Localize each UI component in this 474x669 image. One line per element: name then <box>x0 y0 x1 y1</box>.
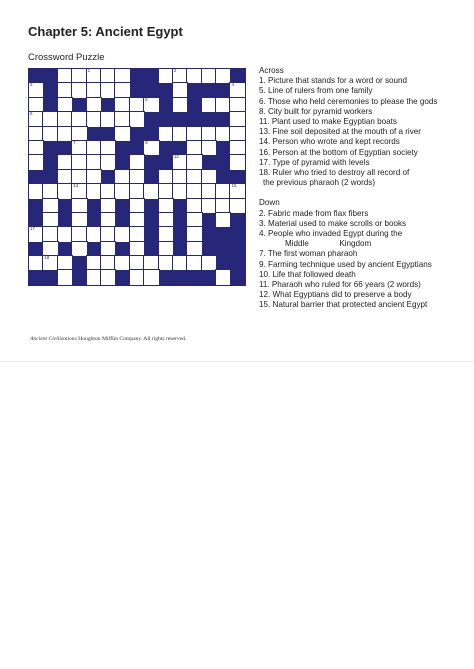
crossword-cell[interactable] <box>43 112 57 126</box>
crossword-cell[interactable] <box>29 184 43 198</box>
crossword-cell[interactable] <box>159 69 173 83</box>
crossword-cell[interactable] <box>43 199 57 213</box>
crossword-block <box>173 112 187 126</box>
crossword-cell[interactable] <box>187 256 201 270</box>
crossword-cell[interactable] <box>87 83 101 97</box>
down-clue: 7. The first woman pharaoh <box>259 249 358 259</box>
clue-word-kingdom: Kingdom <box>339 239 372 249</box>
crossword-cell[interactable] <box>58 270 72 284</box>
crossword-cell[interactable] <box>130 170 144 184</box>
crossword-cell[interactable] <box>202 256 216 270</box>
crossword-block <box>72 256 86 270</box>
clue-number: 2 <box>173 68 177 73</box>
across-clue: 14. Person who wrote and kept records <box>259 137 400 147</box>
crossword-block <box>216 256 230 270</box>
crossword-cell[interactable] <box>159 213 173 227</box>
down-clue-4-continuation <box>259 239 469 249</box>
crossword-cell[interactable] <box>202 69 216 83</box>
crossword-cell[interactable] <box>58 256 72 270</box>
crossword-cell[interactable] <box>202 184 216 198</box>
crossword-block <box>216 83 230 97</box>
crossword-block <box>58 141 72 155</box>
crossword-cell[interactable] <box>115 227 129 241</box>
crossword-cell[interactable] <box>202 170 216 184</box>
footer-publisher: Houghton Mifflin Company. All rights reserved. <box>76 336 187 342</box>
crossword-cell[interactable] <box>29 256 43 270</box>
crossword-cell[interactable] <box>230 98 244 112</box>
across-clue: 8. City built for pyramid workers <box>259 106 373 116</box>
copyright-footer <box>30 336 186 342</box>
crossword-block <box>159 98 173 112</box>
down-clue: 12. What Egyptians did to preserve a body <box>259 290 412 300</box>
clue-word-middle: Middle <box>285 239 309 249</box>
crossword-cell[interactable] <box>230 112 244 126</box>
down-clue: 4. People who invaded Egypt during the <box>259 229 403 239</box>
crossword-cell[interactable] <box>130 270 144 284</box>
down-clue: 2. Fabric made from flax fibers <box>259 208 369 218</box>
crossword-block <box>58 242 72 256</box>
crossword-cell[interactable] <box>216 213 230 227</box>
crossword-block <box>101 170 115 184</box>
crossword-block <box>230 170 244 184</box>
crossword-cell[interactable] <box>187 213 201 227</box>
crossword-cell[interactable] <box>216 98 230 112</box>
crossword-cell[interactable] <box>101 69 115 83</box>
crossword-block <box>87 242 101 256</box>
clue-number: 9 <box>145 139 148 145</box>
clue-list <box>259 66 469 311</box>
crossword-cell[interactable] <box>216 69 230 83</box>
crossword-cell[interactable] <box>43 227 57 241</box>
crossword-cell[interactable] <box>72 141 86 155</box>
down-clue: 11. Pharaoh who ruled for 66 years (2 words) <box>259 280 421 290</box>
crossword-block <box>130 127 144 141</box>
across-clue: 6. Those who held ceremonies to please the gods <box>259 96 438 106</box>
crossword-cell[interactable] <box>29 155 43 169</box>
across-heading: Across <box>259 66 284 75</box>
crossword-block <box>130 141 144 155</box>
crossword-block <box>43 170 57 184</box>
clue-number: 4 <box>231 82 234 88</box>
crossword-cell[interactable] <box>29 227 43 241</box>
crossword-block <box>130 83 144 97</box>
crossword-block <box>202 213 216 227</box>
crossword-block <box>173 242 187 256</box>
crossword-grid <box>28 68 246 286</box>
crossword-cell[interactable] <box>72 69 86 83</box>
crossword-cell[interactable] <box>144 270 158 284</box>
crossword-cell[interactable] <box>202 127 216 141</box>
crossword-cell[interactable] <box>101 227 115 241</box>
crossword-cell[interactable] <box>202 199 216 213</box>
crossword-block <box>216 242 230 256</box>
crossword-cell[interactable] <box>230 83 244 97</box>
crossword-block <box>159 141 173 155</box>
crossword-cell[interactable] <box>216 184 230 198</box>
crossword-cell[interactable] <box>130 256 144 270</box>
crossword-block <box>187 270 201 284</box>
crossword-block <box>216 112 230 126</box>
crossword-block <box>230 227 244 241</box>
crossword-cell[interactable] <box>187 127 201 141</box>
crossword-cell[interactable] <box>159 227 173 241</box>
crossword-block <box>87 127 101 141</box>
crossword-cell[interactable] <box>101 213 115 227</box>
crossword-block <box>29 270 43 284</box>
crossword-cell[interactable] <box>115 112 129 126</box>
crossword-cell[interactable] <box>130 227 144 241</box>
crossword-cell[interactable] <box>187 170 201 184</box>
clue-number: 5 <box>145 96 148 102</box>
crossword-cell[interactable] <box>101 141 115 155</box>
crossword-block <box>43 98 57 112</box>
crossword-cell[interactable] <box>115 170 129 184</box>
crossword-cell[interactable] <box>173 184 187 198</box>
crossword-block <box>230 242 244 256</box>
crossword-block <box>202 155 216 169</box>
crossword-cell[interactable] <box>58 112 72 126</box>
crossword-cell[interactable] <box>159 184 173 198</box>
across-clue: 13. Fine soil deposited at the mouth of a river <box>259 127 421 137</box>
clue-number: 3 <box>30 82 33 88</box>
crossword-cell[interactable] <box>29 141 43 155</box>
crossword-block <box>72 270 86 284</box>
crossword-block <box>216 141 230 155</box>
crossword-block <box>159 112 173 126</box>
crossword-cell[interactable] <box>87 98 101 112</box>
crossword-cell[interactable] <box>72 242 86 256</box>
crossword-cell[interactable] <box>87 112 101 126</box>
crossword-block <box>216 170 230 184</box>
crossword-block <box>144 227 158 241</box>
crossword-block <box>216 227 230 241</box>
crossword-cell[interactable] <box>87 170 101 184</box>
crossword-block <box>130 69 144 83</box>
crossword-block <box>202 242 216 256</box>
clue-number: 14 <box>73 183 79 189</box>
crossword-cell[interactable] <box>216 199 230 213</box>
across-clues <box>259 76 469 188</box>
crossword-block <box>187 112 201 126</box>
crossword-block <box>58 213 72 227</box>
crossword-block <box>230 213 244 227</box>
crossword-cell[interactable] <box>173 256 187 270</box>
down-clues-part-2 <box>259 249 469 310</box>
crossword-cell[interactable] <box>72 112 86 126</box>
crossword-cell[interactable] <box>72 227 86 241</box>
crossword-block <box>115 242 129 256</box>
crossword-cell[interactable] <box>101 270 115 284</box>
crossword-block <box>72 98 86 112</box>
crossword-cell[interactable] <box>29 127 43 141</box>
crossword-block <box>101 98 115 112</box>
crossword-cell[interactable] <box>173 170 187 184</box>
crossword-cell[interactable] <box>159 242 173 256</box>
crossword-cell[interactable] <box>159 170 173 184</box>
crossword-block <box>101 127 115 141</box>
page-edge <box>0 361 474 362</box>
crossword-cell[interactable] <box>72 127 86 141</box>
crossword-cell[interactable] <box>115 69 129 83</box>
down-clue: 10. Life that followed death <box>259 269 356 279</box>
clue-number: 6 <box>30 111 33 117</box>
crossword-cell[interactable] <box>72 199 86 213</box>
crossword-block <box>230 256 244 270</box>
crossword-cell[interactable] <box>230 127 244 141</box>
crossword-cell[interactable] <box>72 213 86 227</box>
crossword-block <box>216 155 230 169</box>
crossword-cell[interactable] <box>187 227 201 241</box>
crossword-cell[interactable] <box>187 69 201 83</box>
crossword-cell[interactable] <box>115 184 129 198</box>
crossword-cell[interactable] <box>72 83 86 97</box>
crossword-cell[interactable] <box>87 184 101 198</box>
crossword-cell[interactable] <box>216 270 230 284</box>
across-clue: 17. Type of pyramid with levels <box>259 157 370 167</box>
crossword-block <box>202 270 216 284</box>
crossword-cell[interactable] <box>173 69 187 83</box>
clue-number: 12 <box>173 154 179 160</box>
crossword-cell[interactable] <box>173 83 187 97</box>
crossword-block <box>144 242 158 256</box>
crossword-cell[interactable] <box>159 256 173 270</box>
crossword-block <box>230 69 244 83</box>
crossword-cell[interactable] <box>58 227 72 241</box>
crossword-block <box>159 155 173 169</box>
crossword-block <box>115 199 129 213</box>
crossword-cell[interactable] <box>58 155 72 169</box>
crossword-cell[interactable] <box>202 98 216 112</box>
crossword-cell[interactable] <box>43 213 57 227</box>
crossword-cell[interactable] <box>87 141 101 155</box>
crossword-block <box>159 270 173 284</box>
crossword-cell[interactable] <box>87 155 101 169</box>
crossword-block <box>144 213 158 227</box>
crossword-block <box>202 227 216 241</box>
clue-number: 15 <box>231 183 237 189</box>
crossword-block <box>29 242 43 256</box>
across-clue: 1. Picture that stands for a word or sound <box>259 76 408 86</box>
down-clue: 3. Material used to make scrolls or books <box>259 218 407 228</box>
clue-number: 7 <box>73 139 76 145</box>
crossword-block <box>173 141 187 155</box>
crossword-cell[interactable] <box>58 83 72 97</box>
crossword-block <box>144 199 158 213</box>
crossword-cell[interactable] <box>58 98 72 112</box>
crossword-cell[interactable] <box>173 98 187 112</box>
crossword-cell[interactable] <box>130 242 144 256</box>
crossword-block <box>43 141 57 155</box>
crossword-block <box>230 270 244 284</box>
across-clue: 5. Line of rulers from one family <box>259 86 373 96</box>
clue-number: 17 <box>30 226 36 232</box>
crossword-block <box>144 112 158 126</box>
crossword-block <box>115 155 129 169</box>
crossword-cell[interactable] <box>101 112 115 126</box>
crossword-block <box>144 155 158 169</box>
across-clue: 18. Ruler who tried to destroy all record of <box>259 168 410 178</box>
down-heading: Down <box>259 198 280 208</box>
crossword-cell[interactable] <box>130 112 144 126</box>
crossword-cell[interactable] <box>43 242 57 256</box>
across-clue: the previous pharaoh (2 words) <box>263 178 376 188</box>
crossword-cell[interactable] <box>216 127 230 141</box>
crossword-block <box>187 83 201 97</box>
crossword-cell[interactable] <box>230 141 244 155</box>
crossword-block <box>29 170 43 184</box>
crossword-cell[interactable] <box>130 155 144 169</box>
crossword-cell[interactable] <box>187 199 201 213</box>
down-clue: 9. Farming technique used by ancient Egyptians <box>259 259 432 269</box>
crossword-cell[interactable] <box>115 83 129 97</box>
crossword-block <box>43 155 57 169</box>
crossword-cell[interactable] <box>130 213 144 227</box>
crossword-cell[interactable] <box>29 112 43 126</box>
crossword-cell[interactable] <box>43 127 57 141</box>
crossword-cell[interactable] <box>173 155 187 169</box>
crossword-cell[interactable] <box>87 270 101 284</box>
crossword-block <box>87 199 101 213</box>
crossword-block <box>29 213 43 227</box>
crossword-cell[interactable] <box>101 199 115 213</box>
crossword-cell[interactable] <box>87 227 101 241</box>
footer-book-title: Ancient Civilizations <box>30 336 77 342</box>
crossword-cell[interactable] <box>87 69 101 83</box>
crossword-cell[interactable] <box>187 242 201 256</box>
page-subtitle: Crossword Puzzle <box>28 52 105 63</box>
crossword-block <box>159 83 173 97</box>
across-clue: 11. Plant used to make Egyptian boats <box>259 117 397 127</box>
crossword-block <box>29 69 43 83</box>
crossword-cell[interactable] <box>72 170 86 184</box>
crossword-cell[interactable] <box>202 141 216 155</box>
crossword-block <box>187 98 201 112</box>
crossword-cell[interactable] <box>159 127 173 141</box>
crossword-cell[interactable] <box>187 155 201 169</box>
crossword-block <box>144 170 158 184</box>
clue-gap <box>259 188 469 198</box>
across-clue: 16. Person at the bottom of Egyptian society <box>259 147 418 157</box>
crossword-cell[interactable] <box>72 155 86 169</box>
crossword-cell[interactable] <box>187 184 201 198</box>
crossword-cell[interactable] <box>144 256 158 270</box>
crossword-cell[interactable] <box>101 83 115 97</box>
crossword-cell[interactable] <box>187 141 201 155</box>
crossword-block <box>144 83 158 97</box>
crossword-block <box>29 199 43 213</box>
crossword-block <box>173 270 187 284</box>
crossword-cell[interactable] <box>101 242 115 256</box>
crossword-block <box>43 83 57 97</box>
crossword-block <box>173 213 187 227</box>
crossword-cell[interactable] <box>101 256 115 270</box>
crossword-cell[interactable] <box>72 184 86 198</box>
crossword-cell[interactable] <box>130 98 144 112</box>
crossword-cell[interactable] <box>144 141 158 155</box>
crossword-block <box>58 199 72 213</box>
crossword-cell[interactable] <box>115 256 129 270</box>
crossword-cell[interactable] <box>130 199 144 213</box>
crossword-cell[interactable] <box>58 184 72 198</box>
crossword-block <box>144 69 158 83</box>
crossword-cell[interactable] <box>101 155 115 169</box>
crossword-cell[interactable] <box>130 184 144 198</box>
crossword-cell[interactable] <box>230 184 244 198</box>
crossword-cell[interactable] <box>230 199 244 213</box>
crossword-cell[interactable] <box>87 256 101 270</box>
crossword-block <box>144 127 158 141</box>
crossword-cell[interactable] <box>230 155 244 169</box>
crossword-block <box>173 199 187 213</box>
crossword-block <box>43 69 57 83</box>
crossword-cell[interactable] <box>144 184 158 198</box>
crossword-cell[interactable] <box>58 170 72 184</box>
crossword-cell[interactable] <box>58 69 72 83</box>
crossword-cell[interactable] <box>29 83 43 97</box>
crossword-block <box>43 270 57 284</box>
page-title: Chapter 5: Ancient Egypt <box>28 24 183 39</box>
crossword-cell[interactable] <box>115 127 129 141</box>
crossword-cell[interactable] <box>144 98 158 112</box>
crossword-cell[interactable] <box>43 184 57 198</box>
down-clue: 15. Natural barrier that protected ancient Egypt <box>259 300 428 310</box>
crossword-block <box>173 227 187 241</box>
crossword-block <box>202 83 216 97</box>
crossword-cell[interactable] <box>58 127 72 141</box>
crossword-cell[interactable] <box>43 256 57 270</box>
crossword-cell[interactable] <box>115 98 129 112</box>
crossword-cell[interactable] <box>173 127 187 141</box>
crossword-block <box>87 213 101 227</box>
crossword-block <box>115 270 129 284</box>
crossword-cell[interactable] <box>29 98 43 112</box>
clue-number: 18 <box>44 255 50 261</box>
clue-number: 1 <box>87 68 91 73</box>
crossword-cell[interactable] <box>101 184 115 198</box>
crossword-cell[interactable] <box>159 199 173 213</box>
crossword-block <box>115 213 129 227</box>
crossword-block <box>202 112 216 126</box>
down-clues-part-1 <box>259 209 469 240</box>
crossword-block <box>115 141 129 155</box>
